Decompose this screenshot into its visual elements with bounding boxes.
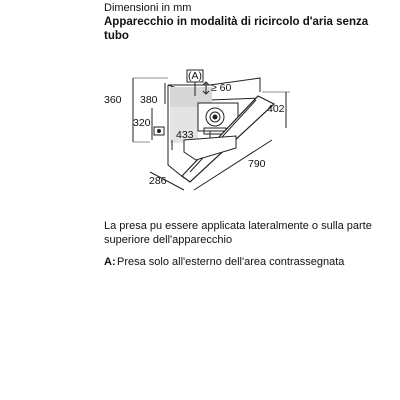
dim-label-320: 320 [133, 117, 151, 129]
legend-entry [104, 256, 394, 269]
legend-text: Presa solo all'esterno dell'area contrassegnata [117, 256, 345, 268]
dim-label-790: 790 [248, 158, 266, 170]
legend-key: A: [104, 256, 116, 268]
socket-placement-note: La presa pu essere applicata lateralmente o sulla parte superiore dell'apparecchio [104, 220, 372, 246]
dim-label-380: 380 [140, 94, 158, 106]
dim-label-402: 402 [267, 103, 285, 115]
unit-caption: Dimensioni in mm [104, 2, 192, 14]
fan-hub [213, 115, 217, 119]
diagram-title: Apparecchio in modalità di ricircolo d'aria senza tubo [104, 16, 369, 42]
dim-label-360: 360 [104, 94, 122, 106]
dim-label-433: 433 [176, 129, 194, 141]
hood-dimension-drawing [0, 55, 400, 215]
clearance-label: ≥ 60 [211, 82, 232, 94]
area-marker-label: (A) [188, 70, 202, 82]
dim-label-286: 286 [149, 175, 167, 187]
